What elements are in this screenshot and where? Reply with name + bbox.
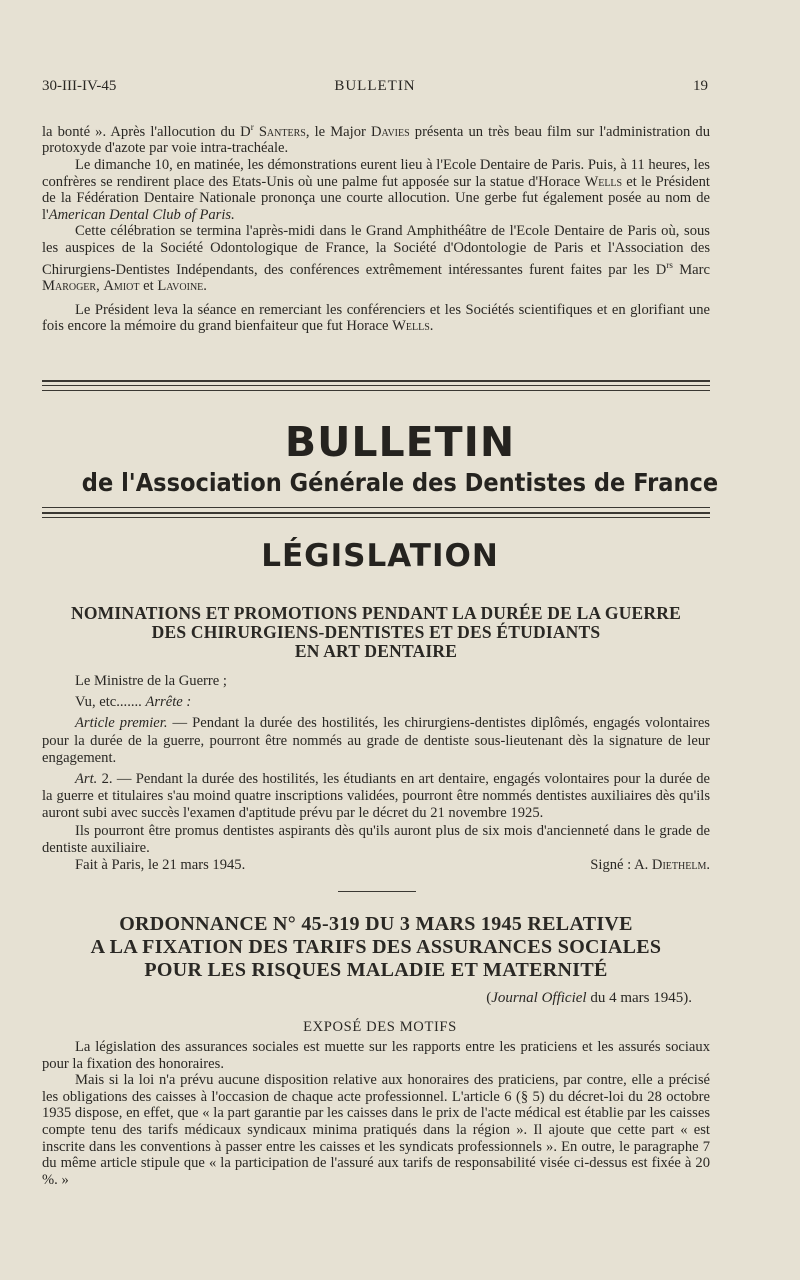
decree-line: Le Ministre de la Guerre ; bbox=[75, 673, 227, 689]
intro-text bbox=[42, 119, 710, 335]
section-divider bbox=[42, 507, 710, 508]
section-divider bbox=[42, 390, 710, 391]
intro-paragraph: Cette célébration se termina l'après-midi dans le Grand Amphithéâtre de l'Ecole Dentaire de Paris où, sous les auspices de la Société Odontologique de France, la Société d'Odontologie de Paris et l'Association des Chirurgiens-Dentistes Indépendants, des conférences extrêmement intéressantes furent faites par les $D^{rs}$ Marc Maroger, Amiot et Lavoine. bbox=[42, 223, 710, 295]
signature: Signé : A. Diethelm. bbox=[590, 857, 710, 874]
expose-text bbox=[42, 1039, 710, 1188]
expose-title: EXPOSÉ DES MOTIFS bbox=[303, 1019, 457, 1035]
bulletin-title: BULLETIN bbox=[284, 418, 516, 466]
journal-reference: (Journal Officiel du 4 mars 1945). bbox=[486, 990, 692, 1006]
decree-article: Article premier. — Pendant la durée des hostilités, les chirurgiens-dentistes diplômés, engagés volontaires pour la durée de la guerre, pourront être nommés au grade de dentiste sous-lieutenant dès la signature de leur engagement. bbox=[42, 715, 710, 766]
header-title: BULLETIN bbox=[334, 78, 416, 94]
header-date: 30-III-IV-45 bbox=[42, 78, 117, 94]
decree-signature-line: Fait à Paris, le 21 mars 1945. Signé : A. Diethelm. bbox=[75, 857, 710, 874]
decree-article: Ils pourront être promus dentistes aspirants dès qu'ils auront plus de six mois d'ancienneté dans le grade de dentiste auxiliaire. bbox=[42, 822, 710, 856]
ordonnance-heading: ORDONNANCE N° 45-319 DU 3 MARS 1945 RELATIVE A LA FIXATION DES TARIFS DES ASSURANCES SOCIALES POUR LES RISQUES MALADIE ET MATERNITÉ bbox=[90, 913, 662, 981]
decree-line: Vu, etc....... Arrête : bbox=[75, 694, 192, 711]
page-number: 19 bbox=[693, 78, 708, 94]
nominations-heading: NOMINATIONS ET PROMOTIONS PENDANT LA DURÉE DE LA GUERRE DES CHIRURGIENS-DENTISTES ET DES ÉTUDIANTS EN ART DENTAIRE bbox=[71, 603, 681, 661]
intro-paragraph: Le Président leva la séance en remerciant les conférenciers et les Sociétés scientifiques et en glorifiant une fois encore la mémoire du grand bienfaiteur que fut Horace Wells. bbox=[42, 301, 710, 335]
decree-text bbox=[42, 673, 710, 874]
intro-paragraph: Le dimanche 10, en matinée, les démonstrations eurent lieu à l'Ecole Dentaire de Paris. Puis, à 11 heures, les confrères se rendirent place des Etats-Unis où une palme fut apposée sur la statue d'Horace Wells et le Président de la Fédération Dentaire Nationale prononça une courte allocution. Une gerbe fut également posée au nom de l'American Dental Club of Paris. bbox=[42, 157, 710, 223]
bulletin-subtitle: de l'Association Générale des Dentistes de France bbox=[81, 468, 719, 497]
expose-paragraph: La législation des assurances sociales est muette sur les rapports entre les praticiens et les assurés sociaux pour la fixation des honoraires. bbox=[42, 1039, 710, 1072]
expose-paragraph: Mais si la loi n'a prévu aucune disposition relative aux honoraires des praticiens, par contre, elle a précisé les obligations des caisses à l'occasion de chaque acte professionnel. L'article 6 (§ 5) du décret-loi du 28 octobre 1935 dispose, en effet, que « la part garantie par les caisses dans le prix de l'acte médical est établie par les caisses compte tenu des tarifs médicaux syndicaux minima pratiqués dans la région ». Il ajoute que cette part « est inscrite dans les conventions à passer entre les caisses et les syndicats professionnels ». En outre, le paragraphe 7 du même article stipule que « la participation de l'assuré aux tarifs de responsabilité visée ci-dessus est fixée à 20 %. » bbox=[42, 1072, 710, 1188]
decree-article: Art. 2. — Pendant la durée des hostilités, les étudiants en art dentaire, engagés volontaires pour la durée de la guerre et titulaires s'au moind quatre inscriptions validées, pourront être nommés dentistes auxiliaires dès qu'ils auront subi avec succès l'examen d'aptitude prévu par le décret du 21 novembre 1925. bbox=[42, 771, 710, 822]
legislation-title: LÉGISLATION bbox=[261, 538, 499, 574]
short-divider bbox=[338, 891, 416, 892]
section-divider bbox=[42, 512, 710, 518]
intro-paragraph: la bonté ». Après l'allocution du $D^r$ Santers, le Major Davies présenta un très beau film sur l'administration du protoxyde d'azote par voie intra-trachéale. bbox=[42, 122, 711, 157]
section-divider bbox=[42, 380, 710, 386]
running-header bbox=[42, 78, 708, 98]
